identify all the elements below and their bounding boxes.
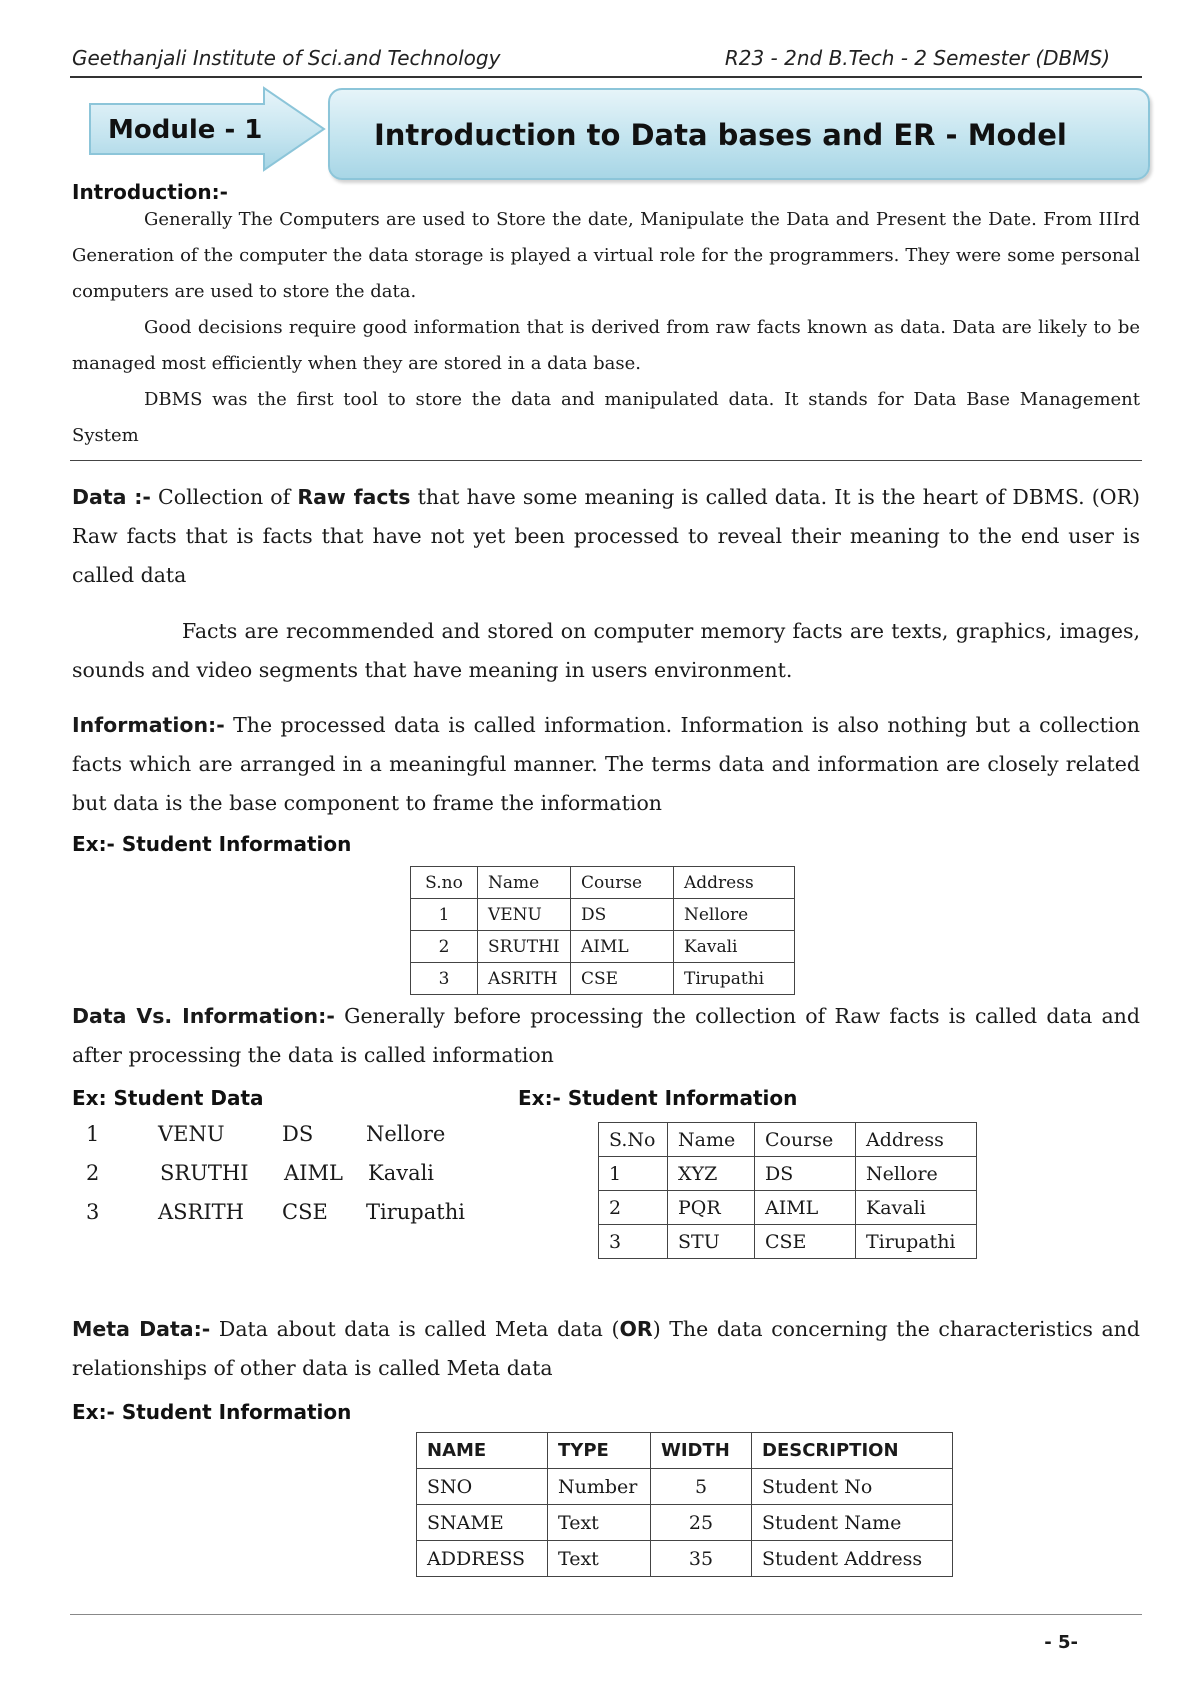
table-cell: STU <box>668 1225 755 1259</box>
table-cell: 3 <box>411 963 478 995</box>
student-data-cell: CSE <box>282 1200 328 1224</box>
table-header: DESCRIPTION <box>752 1433 953 1469</box>
student-data-cell: 2 <box>86 1161 100 1185</box>
page-number: - 5- <box>1044 1632 1078 1653</box>
table-cell: 25 <box>651 1505 752 1541</box>
student-information-heading: Ex:- Student Information <box>518 1086 798 1110</box>
table-header: Name <box>478 867 571 899</box>
table-cell: 2 <box>599 1191 668 1225</box>
table-cell: SNO <box>417 1469 548 1505</box>
table-header: Course <box>755 1123 856 1157</box>
student-information-table-2 <box>598 1122 977 1259</box>
data-definition <box>72 478 1140 595</box>
raw-facts-term: Raw facts <box>297 485 411 509</box>
table-row <box>599 1157 977 1191</box>
table-cell: Number <box>548 1469 651 1505</box>
table-header: Course <box>571 867 674 899</box>
meta-data-term: Meta Data:- <box>72 1317 211 1341</box>
table-cell: 1 <box>411 899 478 931</box>
introduction-para-3: DBMS was the first tool to store the data and manipulated data. It stands for Data Base Management System <box>72 389 1140 446</box>
table-cell: SRUTHI <box>478 931 571 963</box>
table-row <box>411 899 795 931</box>
table-cell: CSE <box>571 963 674 995</box>
student-data-cell: AIML <box>284 1161 343 1185</box>
data-vs-information-definition <box>72 997 1140 1075</box>
table-header: NAME <box>417 1433 548 1469</box>
table-header-row <box>599 1123 977 1157</box>
information-text: The processed data is called information. Information is also nothing but a collection facts which are arranged in a meaningful manner. The terms data and information are closely related but data is the base component to frame the information <box>72 713 1140 815</box>
table-cell: XYZ <box>668 1157 755 1191</box>
table-cell: PQR <box>668 1191 755 1225</box>
meta-data-text-a: Data about data is called Meta data ( <box>210 1317 620 1341</box>
table-cell: CSE <box>755 1225 856 1259</box>
meta-data-definition <box>72 1310 1140 1388</box>
table-row <box>417 1541 953 1577</box>
table-cell: SNAME <box>417 1505 548 1541</box>
meta-data-or: OR <box>619 1317 653 1341</box>
table-cell: AIML <box>755 1191 856 1225</box>
data-vs-information-term: Data Vs. Information:- <box>72 1004 335 1028</box>
table-cell: Student Address <box>752 1541 953 1577</box>
table-row <box>599 1191 977 1225</box>
data-term: Data :- <box>72 485 151 509</box>
meta-data-text-b: ) The data concerning the characteristics and relationships of other data is called Meta data <box>72 1317 1141 1380</box>
table-header: S.no <box>411 867 478 899</box>
introduction-para-1: Generally The Computers are used to Store the date, Manipulate the Data and Present the Date. From IIIrd Generation of the computer the data storage is played a virtual role for the programmers. They were some personal computers are used to store the data. <box>72 209 1140 302</box>
table-row <box>417 1469 953 1505</box>
table-cell: Tirupathi <box>674 963 795 995</box>
table-cell: Kavali <box>674 931 795 963</box>
student-data-cell: ASRITH <box>158 1200 244 1224</box>
table-header: WIDTH <box>651 1433 752 1469</box>
table-header: Name <box>668 1123 755 1157</box>
table-cell: Text <box>548 1541 651 1577</box>
student-data-cell: Kavali <box>368 1161 435 1185</box>
student-data-cell: Tirupathi <box>366 1200 465 1224</box>
table-cell: AIML <box>571 931 674 963</box>
introduction-heading: Introduction:- <box>72 180 228 204</box>
student-data-cell: Nellore <box>366 1122 446 1146</box>
data-para-2: Facts are recommended and stored on computer memory facts are texts, graphics, images, sounds and video segments that have meaning in users environment. <box>72 619 1140 682</box>
table-header: Address <box>674 867 795 899</box>
table-header: S.No <box>599 1123 668 1157</box>
table-cell: Text <box>548 1505 651 1541</box>
student-data-heading: Ex: Student Data <box>72 1086 264 1110</box>
section-divider <box>70 460 1142 461</box>
table-cell: VENU <box>478 899 571 931</box>
student-data-cell: 1 <box>86 1122 100 1146</box>
meta-data-table <box>416 1432 953 1577</box>
table-cell: ASRITH <box>478 963 571 995</box>
table-row <box>411 963 795 995</box>
table-cell: Student No <box>752 1469 953 1505</box>
header-divider <box>70 76 1142 78</box>
student-data-cell: 3 <box>86 1200 100 1224</box>
table-header-row <box>417 1433 953 1469</box>
table-cell: DS <box>571 899 674 931</box>
table-cell: Nellore <box>856 1157 977 1191</box>
student-data-cell: DS <box>282 1122 314 1146</box>
table-cell: 1 <box>599 1157 668 1191</box>
data-text-a: Collection of <box>150 485 298 509</box>
table-header: TYPE <box>548 1433 651 1469</box>
table-row <box>599 1225 977 1259</box>
table-cell: 3 <box>599 1225 668 1259</box>
introduction-para-2: Good decisions require good information that is derived from raw facts known as data. Data are likely to be managed most efficiently when they are stored in a data base. <box>72 317 1140 374</box>
footer-divider <box>70 1614 1142 1615</box>
table-header-row <box>411 867 795 899</box>
table-row <box>411 931 795 963</box>
table-header: Address <box>856 1123 977 1157</box>
meta-data-example-heading: Ex:- Student Information <box>72 1400 352 1424</box>
table-cell: 2 <box>411 931 478 963</box>
module-label: Module - 1 <box>108 115 263 145</box>
page-title: Introduction to Data bases and ER - Model <box>374 118 1067 152</box>
table-cell: Tirupathi <box>856 1225 977 1259</box>
table-cell: DS <box>755 1157 856 1191</box>
student-information-table-1 <box>410 866 795 995</box>
header-institute: Geethanjali Institute of Sci.and Technology <box>72 46 501 70</box>
student-data-cell: SRUTHI <box>160 1161 249 1185</box>
student-data-cell: VENU <box>158 1122 225 1146</box>
table-cell: 35 <box>651 1541 752 1577</box>
table-cell: Student Name <box>752 1505 953 1541</box>
table-cell: Kavali <box>856 1191 977 1225</box>
data-text-b: that have some meaning is called data. It is the heart of DBMS. (OR) Raw facts that is facts that have not yet been processed to reveal their meaning to the end user is called data <box>72 485 1140 587</box>
data-vs-information-text: Generally before processing the collection of Raw facts is called data and after processing the data is called information <box>72 1004 1140 1067</box>
information-example-heading: Ex:- Student Information <box>72 832 352 856</box>
table-cell: Nellore <box>674 899 795 931</box>
table-cell: 5 <box>651 1469 752 1505</box>
table-row <box>417 1505 953 1541</box>
information-definition <box>72 706 1140 823</box>
header-course: R23 - 2nd B.Tech - 2 Semester (DBMS) <box>724 46 1110 70</box>
information-term: Information:- <box>72 713 225 737</box>
table-cell: ADDRESS <box>417 1541 548 1577</box>
